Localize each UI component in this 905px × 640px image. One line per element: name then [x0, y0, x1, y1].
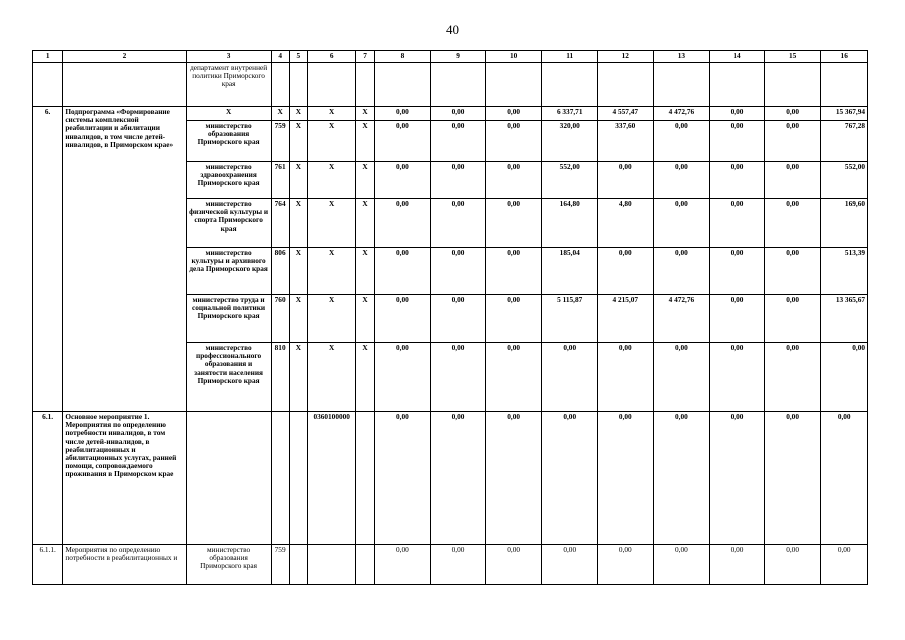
measure-name: Основное мероприятие 1. Мероприятия по определению потребности инвалидов, в том числе детей-инвалидов, в реабилитационных и абилитационных услугах, ранней помощи, сопровождаемого проживания в Приморском крае: [63, 412, 186, 545]
col-header: 3: [186, 51, 271, 63]
column-number-row: [33, 51, 868, 63]
col-header: 2: [63, 51, 186, 63]
table-row: министерство здравоохранения Приморского края 761 X X X 0,00 0,00 0,00 552,00 0,00 0,00 0,00 0,00 552,00: [33, 162, 868, 199]
col-header: 14: [710, 51, 765, 63]
col-header: 15: [764, 51, 821, 63]
table-row: министерство физической культуры и спорта Приморского края 764 X X X 0,00 0,00 0,00 164,80 4,80 0,00 0,00 0,00 169,60: [33, 199, 868, 248]
col-header: 9: [431, 51, 486, 63]
table-row: министерство профессионального образования и занятости населения Приморского края 810 X X X 0,00 0,00 0,00 0,00 0,00 0,00 0,00 0,00 0,00: [33, 343, 868, 412]
table-row: [33, 63, 868, 107]
col-header: 6: [307, 51, 356, 63]
row-number: 6.1.: [33, 412, 63, 545]
col-header: 13: [653, 51, 710, 63]
col-header: 4: [271, 51, 289, 63]
col-header: 1: [33, 51, 63, 63]
table-row: министерство культуры и архивного дела Приморского края 806 X X X 0,00 0,00 0,00 185,04 0,00 0,00 0,00 0,00 513,39: [33, 248, 868, 295]
col-header: 5: [289, 51, 307, 63]
budget-code: 0360100000: [307, 412, 356, 545]
table-row: 6.1. Основное мероприятие 1. Мероприятия по определению потребности инвалидов, в том числе детей-инвалидов, в реабилитационных и абилитационных услугах, ранней помощи, сопровождаемого проживания в Приморском крае 0360100000 0,00 0,00 0,00 0,00 0,00 0,00 0,00 0,00 0,00: [33, 412, 868, 545]
page-number: 40: [446, 22, 459, 37]
col-header: 12: [598, 51, 654, 63]
col-header: 8: [374, 51, 431, 63]
col-header: 10: [485, 51, 542, 63]
responsible-org: министерство образования Приморского края: [186, 545, 271, 585]
row-number: 6.: [33, 107, 63, 412]
subprogram-name: Подпрограмма «Формирование системы комплексной реабилитации и абилитации инвалидов, в том числе детей-инвалидов, в Приморском крае»: [63, 107, 186, 412]
responsible-org: департамент внутренней политики Приморского края: [186, 63, 271, 107]
measure-name: Мероприятия по определению потребности в реабилитационных и: [63, 545, 186, 585]
col-header: 11: [542, 51, 598, 63]
table-row: министерство образования Приморского края 759 X X X 0,00 0,00 0,00 320,00 337,60 0,00 0,00 0,00 767,28: [33, 121, 868, 162]
budget-table: [32, 50, 868, 585]
table-row: 6.1.1. Мероприятия по определению потребности в реабилитационных и министерство образования Приморского края 759 0,00 0,00 0,00 0,00 0,00 0,00 0,00 0,00 0,00: [33, 545, 868, 585]
table-row: 6. Подпрограмма «Формирование системы комплексной реабилитации и абилитации инвалидов, в том числе детей-инвалидов, в Приморском крае» X X X X X 0,00 0,00 0,00 6 337,71 4 557,47 4 472,76 0,00 0,00 15 367,94: [33, 107, 868, 121]
col-header: 16: [821, 51, 868, 63]
row-number: 6.1.1.: [33, 545, 63, 585]
col-header: 7: [356, 51, 374, 63]
table-row: министерство труда и социальной политики Приморского края 760 X X X 0,00 0,00 0,00 5 115,87 4 215,07 4 472,76 0,00 0,00 13 365,67: [33, 295, 868, 343]
